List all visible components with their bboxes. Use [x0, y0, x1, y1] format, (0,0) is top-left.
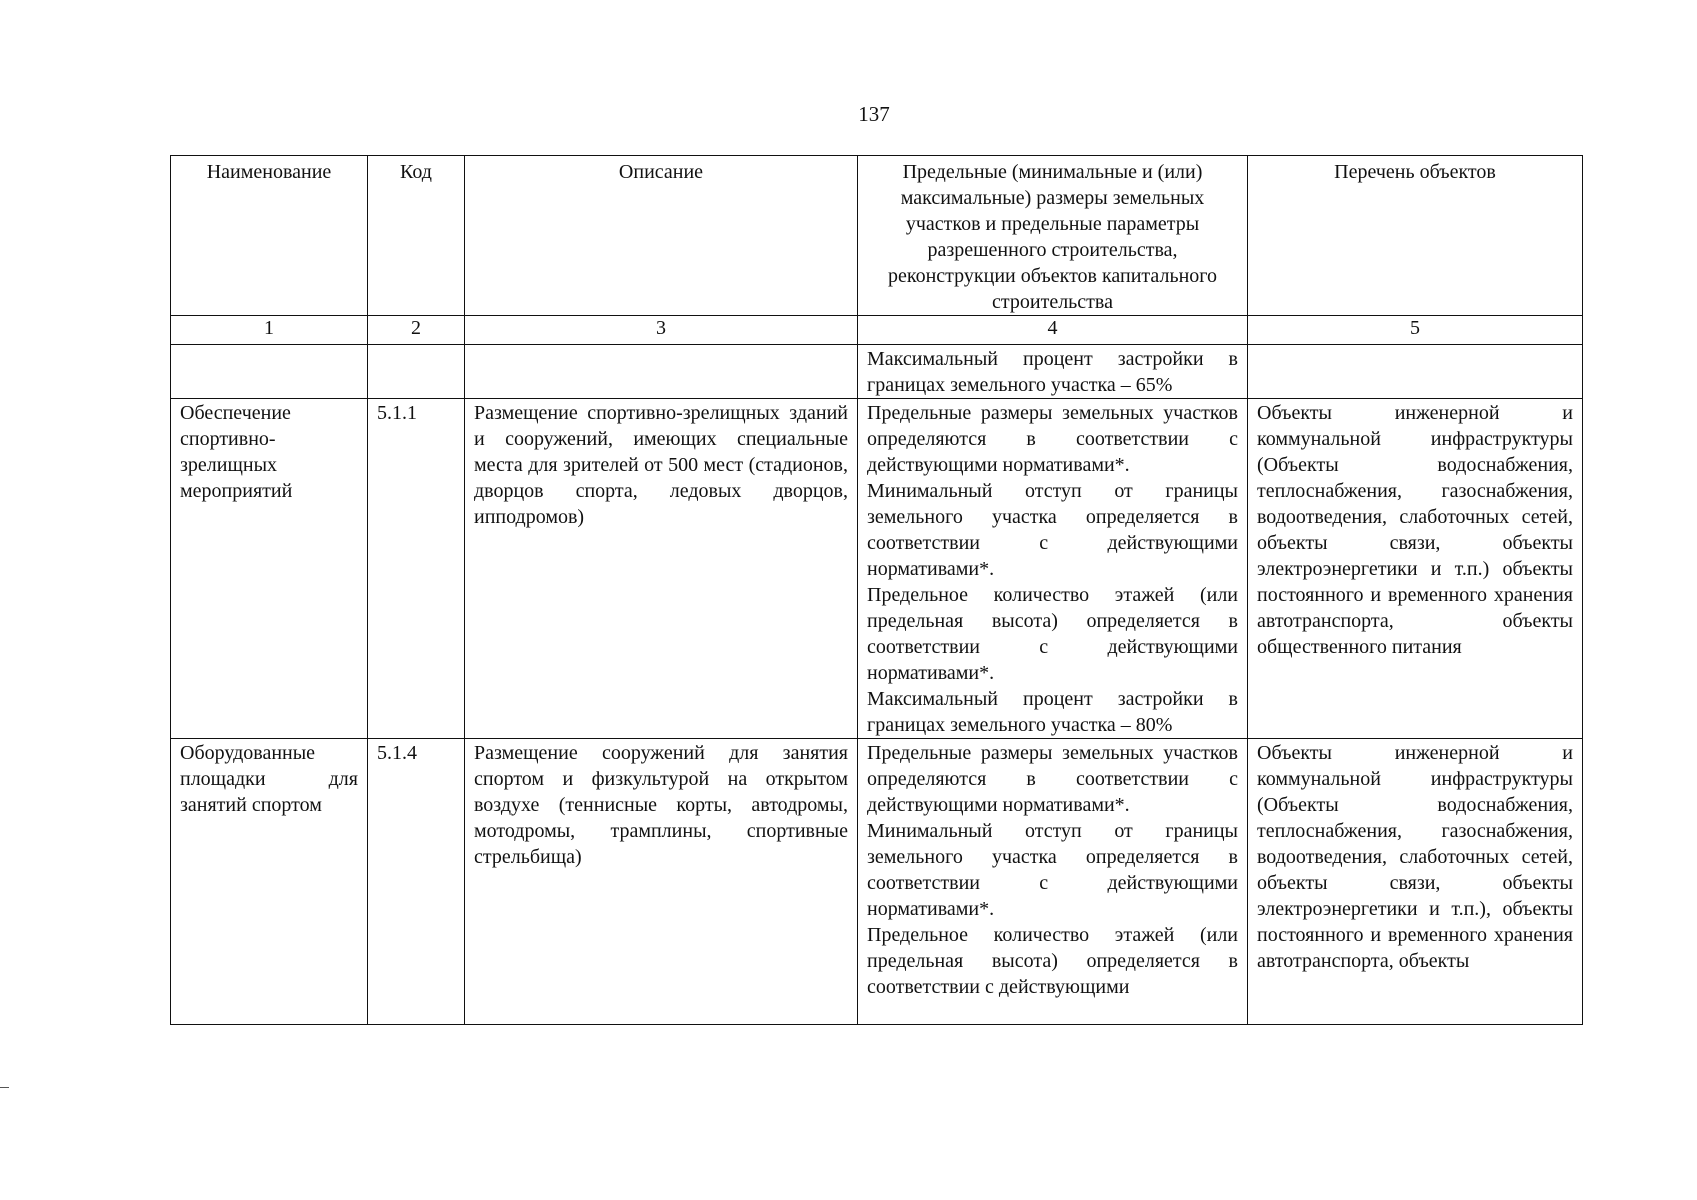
table-row	[171, 345, 1583, 399]
header-name: Наименование	[171, 156, 368, 316]
column-number: 3	[465, 316, 858, 345]
parameter-paragraph: Минимальный отступ от границы земельного участка определяется в соответствии с действующими нормативами*.	[867, 480, 1238, 580]
parameter-paragraph: Минимальный отступ от границы земельного участка определяется в соответствии с действующими нормативами*.	[867, 820, 1238, 920]
cell-name: Оборудованные площадки для занятий спортом	[171, 739, 368, 1025]
header-parameters: Предельные (минимальные и (или) максимальные) размеры земельных участков и предельные параметры разрешенного строительства, реконструкции объектов капитального строительства	[858, 156, 1248, 316]
objects-clip: Объекты инженерной и коммунальной инфраструктуры (Объекты водоснабжения, теплоснабжения, газоснабжения, водоотведения, слаботочных сетей, объекты связи, объекты электроэнергетики и т.п.), объекты постоянного и временного хранения автотранспорта, объекты	[1257, 742, 1573, 972]
land-use-table	[170, 155, 1583, 1025]
column-numbers-row	[171, 316, 1583, 345]
parameter-paragraph: Предельные размеры земельных участков определяются в соответствии с действующими нормативами*.	[867, 742, 1238, 816]
header-code: Код	[368, 156, 465, 316]
parameter-paragraph: Предельные размеры земельных участков определяются в соответствии с действующими нормативами*.	[867, 402, 1238, 476]
column-number: 5	[1248, 316, 1583, 345]
cell-objects: Объекты инженерной и коммунальной инфраструктуры (Объекты водоснабжения, теплоснабжения, газоснабжения, водоотведения, слаботочных сетей, объекты связи, объекты электроэнергетики и т.п.) объекты постоянного и временного хранения автотранспорта, объекты общественного питания	[1248, 399, 1583, 739]
column-number: 4	[858, 316, 1248, 345]
cell-code: 5.1.4	[368, 739, 465, 1025]
page-number: 137	[858, 102, 890, 126]
parameter-paragraph: Предельное количество этажей (или предельная высота) определяется в соответствии с действующими	[867, 924, 1238, 998]
header-description: Описание	[465, 156, 858, 316]
column-number: 1	[171, 316, 368, 345]
cell-name	[171, 345, 368, 399]
cell-objects	[1248, 739, 1583, 1025]
parameter-paragraph: Максимальный процент застройки в границах земельного участка – 80%	[867, 688, 1238, 736]
cell-code: 5.1.1	[368, 399, 465, 739]
cell-name: Обеспечение спортивно-зрелищных мероприятий	[171, 399, 368, 739]
cell-code	[368, 345, 465, 399]
cell-parameters	[858, 739, 1248, 1025]
table-row	[171, 739, 1583, 1025]
header-row	[171, 156, 1583, 316]
cell-parameters	[858, 345, 1248, 399]
scan-edge-mark	[0, 1087, 9, 1088]
cell-parameters	[858, 399, 1248, 739]
table-row	[171, 399, 1583, 739]
parameters-clip	[867, 740, 1238, 1024]
cell-description	[465, 345, 858, 399]
cell-objects	[1248, 345, 1583, 399]
parameter-paragraph: Предельное количество этажей (или предельная высота) определяется в соответствии с действующими нормативами*.	[867, 584, 1238, 684]
header-objects: Перечень объектов	[1248, 156, 1583, 316]
parameter-paragraph: Максимальный процент застройки в границах земельного участка – 65%	[867, 348, 1238, 396]
cell-description: Размещение спортивно-зрелищных зданий и сооружений, имеющих специальные места для зрителей от 500 мест (стадионов, дворцов спорта, ледовых дворцов, ипподромов)	[465, 399, 858, 739]
column-number: 2	[368, 316, 465, 345]
cell-description: Размещение сооружений для занятия спортом и физкультурой на открытом воздухе (теннисные корты, автодромы, мотодромы, трамплины, спортивные стрельбища)	[465, 739, 858, 1025]
